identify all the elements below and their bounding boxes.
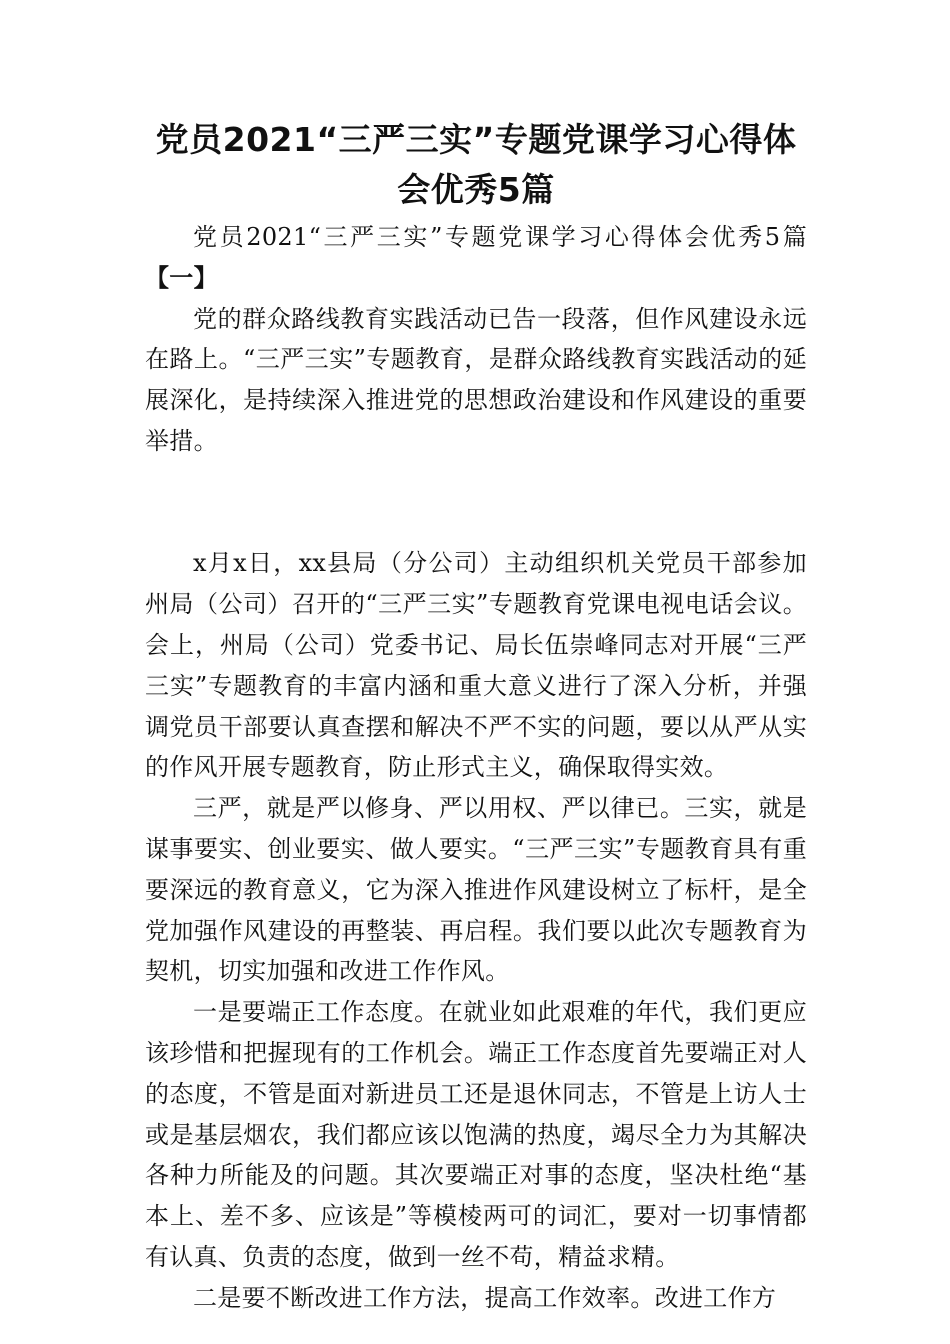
section-marker: 【一】 [145, 263, 218, 292]
document-page [145, 115, 807, 1319]
body-paragraph-2: x月x日，xx县局（分公司）主动组织机关党员干部参加州局（公司）召开的“三严三实”专题教育党课电视电话会议。会上，州局（公司）党委书记、局长伍崇峰同志对开展“三严三实”专题教育的丰富内涵和重大意义进行了深入分析，并强调党员干部要认真查摆和解决不严不实的问题，要以从严从实的作风开展专题教育，防止形式主义，确保取得实效。 [145, 549, 807, 782]
lead-text: 党员2021“三严三实”专题党课学习心得体会优秀5篇 [193, 223, 807, 251]
lead-paragraph [145, 217, 807, 299]
body-paragraph-5: 二是要不断改进工作方法，提高工作效率。改进工作方 [193, 1283, 777, 1312]
document-title: 党员2021“三严三实”专题党课学习心得体会优秀5篇 [155, 120, 797, 209]
body-paragraph-3: 三严，就是严以修身、严以用权、严以律已。三实，就是谋事要实、创业要实、做人要实。“三严三实”专题教育具有重要深远的教育意义，它为深入推进作风建设树立了标杆，是全党加强作风建设的再整装、再启程。我们要以此次专题教育为契机，切实加强和改进工作作风。 [145, 794, 807, 986]
blank-line [145, 462, 807, 503]
body-paragraph-4: 一是要端正工作态度。在就业如此艰难的年代，我们更应该珍惜和把握现有的工作机会。端正工作态度首先要端正对人的态度，不管是面对新进员工还是退休同志，不管是上访人士或是基层烟农，我们都应该以饱满的热度，竭尽全力为其解决各种力所能及的问题。其次要端正对事的态度，坚决杜绝“基本上、差不多、应该是”等模棱两可的词汇，要对一切事情都有认真、负责的态度，做到一丝不苟，精益求精。 [145, 998, 807, 1271]
blank-line [145, 503, 807, 544]
body-paragraph-1: 党的群众路线教育实践活动已告一段落，但作风建设永远在路上。“三严三实”专题教育，是群众路线教育实践活动的延展深化，是持续深入推进党的思想政治建设和作风建设的重要举措。 [145, 304, 807, 455]
